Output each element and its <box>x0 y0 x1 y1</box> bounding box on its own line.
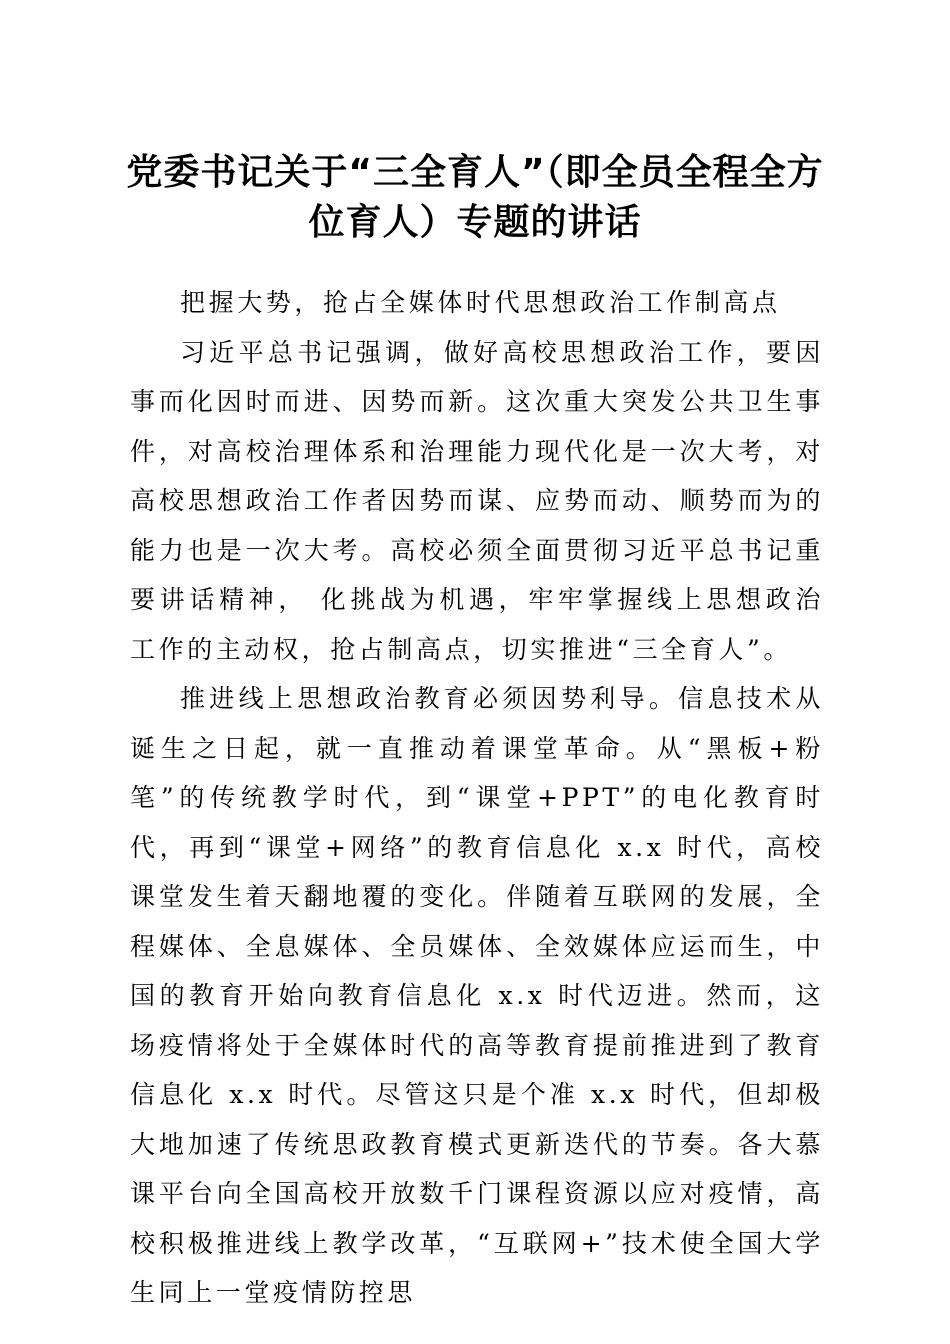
section-heading-paragraph: 把握大势，抢占全媒体时代思想政治工作制高点 <box>180 288 781 317</box>
body-paragraph: 推进线上思想政治教育必须因势利导。信息技术从诞生之日起，就一直推动着课堂革命。从“黑板+粉笔”的传统教学时代，到“课堂+PPT”的电化教育时代，再到“课堂+网络”的教育信息化 x.x 时代，高校课堂发生着天翻地覆的变化。伴随着互联网的发展，全程媒体、全息媒体、全员媒体、全效媒体应运而生，中国的教育开始向教育信息化 x.x 时代迈进。然而，这场疫情将处于全媒体时代的高等教育提前推进到了教育信息化 x.x 时代。尽管这只是个准 x.x 时代，但却极大地加速了传统思政教育模式更新迭代的节奏。各大慕课平台向全国高校开放数千门课程资源以应对疫情，高校积极推进线上教学改革，“互联网+”技术使全国大学生同上一堂疫情防控思 <box>130 684 824 1307</box>
document-body <box>130 278 824 1318</box>
document-title: 党委书记关于“三全育人”（即全员全程全方位育人）专题的讲话 <box>126 152 824 243</box>
body-paragraph: 习近平总书记强调，做好高校思想政治工作，要因事而化因时而进、因势而新。这次重大突发公共卫生事件，对高校治理体系和治理能力现代化是一次大考，对高校思想政治工作者因势而谋、应势而动、顺势而为的能力也是一次大考。高校必须全面贯彻习近平总书记重要讲话精神， 化挑战为机遇，牢牢掌握线上思想政治工作的主动权，抢占制高点，切实推进“三全育人”。 <box>130 337 824 664</box>
